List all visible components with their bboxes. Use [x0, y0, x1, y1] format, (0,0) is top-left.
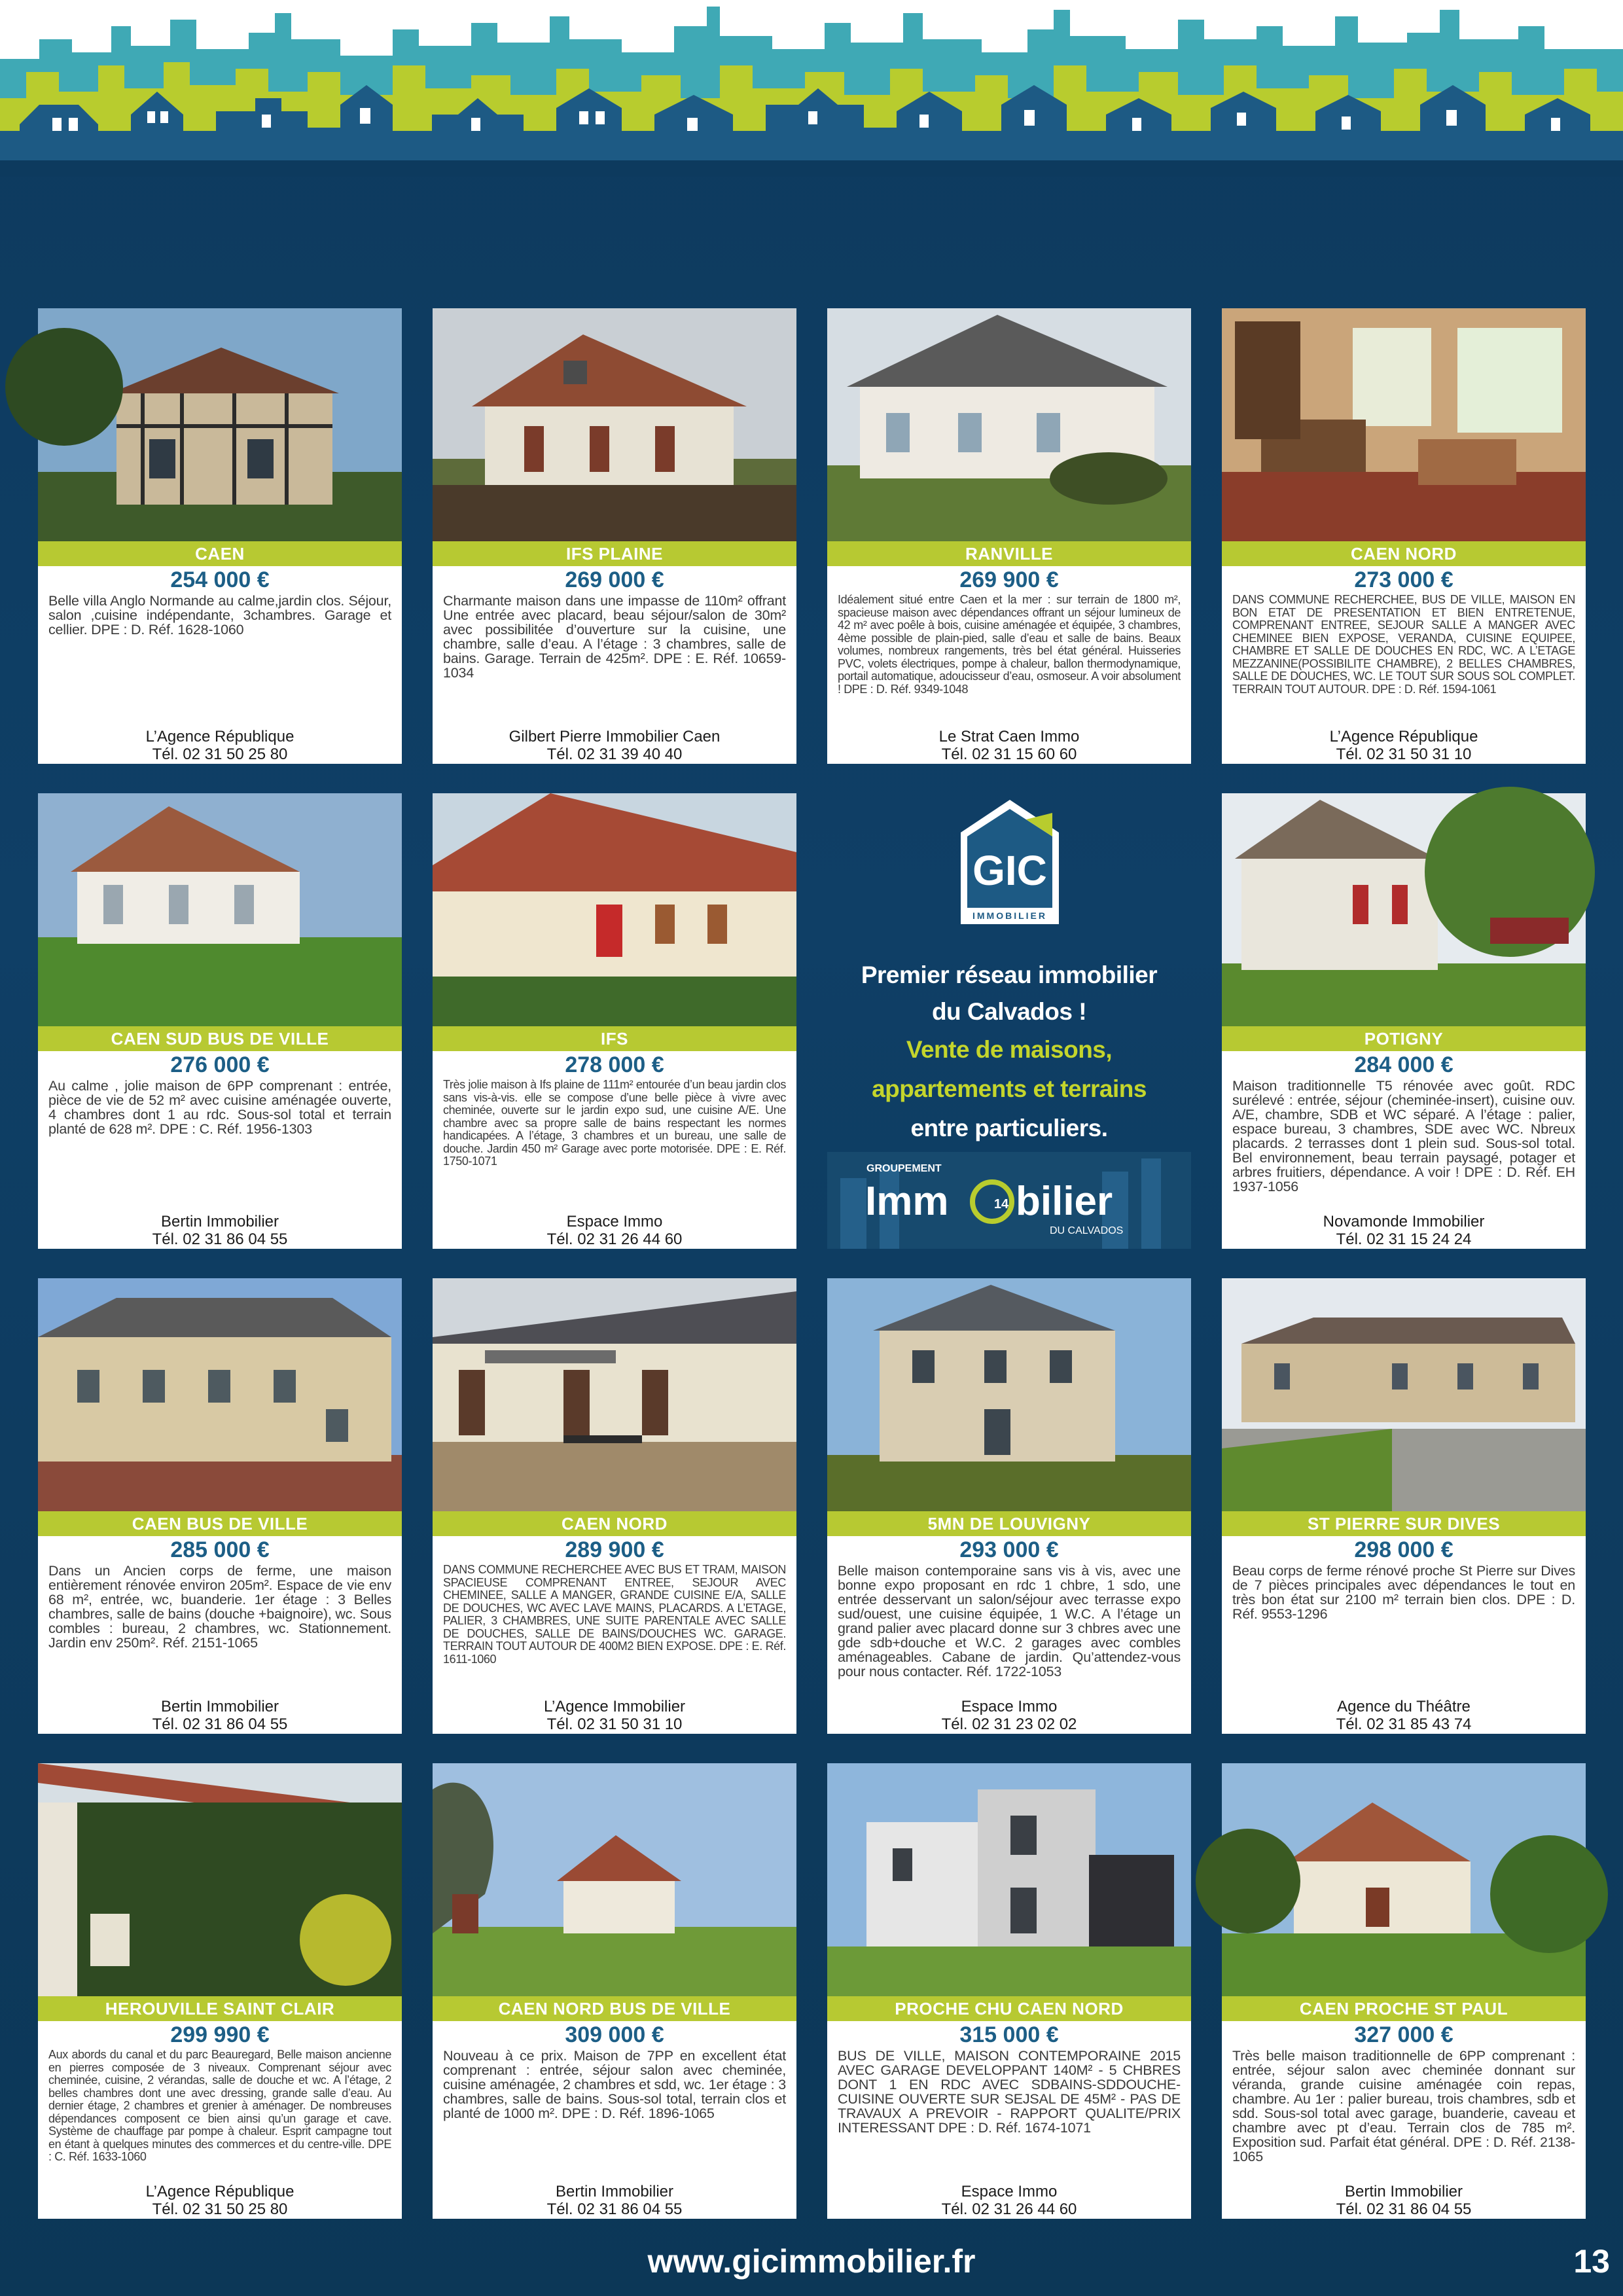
listing-agency: Novamonde Immobilier	[1323, 1213, 1485, 1230]
listing-town: CAEN BUS DE VILLE	[38, 1511, 402, 1536]
listing-agency: Espace Immo	[961, 2183, 1058, 2200]
listing-town: IFS	[433, 1026, 796, 1051]
listing-card[interactable]	[38, 793, 402, 1249]
listing-town: 5MN DE LOUVIGNY	[827, 1511, 1191, 1536]
logo-letters: GIC	[972, 847, 1047, 894]
tagline-line-4: appartements et terrains	[872, 1075, 1147, 1102]
listing-phone: Tél. 02 31 86 04 55	[1336, 2200, 1472, 2218]
listing-card[interactable]	[433, 1763, 796, 2219]
listing-town: CAEN NORD	[433, 1511, 796, 1536]
listing-town: RANVILLE	[827, 541, 1191, 566]
skyline-banner	[0, 0, 1623, 177]
property-photo	[1222, 793, 1586, 1026]
listing-phone: Tél. 02 31 39 40 40	[546, 745, 683, 763]
listing-card[interactable]	[1222, 308, 1586, 764]
network-badge: 14	[993, 1197, 1009, 1211]
listing-price: 273 000 €	[1354, 567, 1454, 592]
network-small: GROUPEMENT	[866, 1163, 942, 1174]
listing-price: 284 000 €	[1354, 1052, 1454, 1077]
listing-phone: Tél. 02 31 23 02 02	[941, 1715, 1077, 1733]
listing-town: IFS PLAINE	[433, 541, 796, 566]
listing-price: 299 990 €	[170, 2022, 270, 2047]
listing-card[interactable]	[38, 1763, 402, 2219]
listing-price: 269 000 €	[565, 567, 664, 592]
listing-phone: Tél. 02 31 86 04 55	[546, 2200, 683, 2218]
property-photo	[433, 1278, 796, 1511]
listing-card[interactable]	[1222, 1763, 1586, 2219]
listing-town: POTIGNY	[1222, 1026, 1586, 1051]
tagline-primary	[827, 957, 1191, 1030]
listing-agency: L’Agence République	[145, 2183, 294, 2200]
listing-price: 293 000 €	[959, 1537, 1059, 1562]
listing-price: 289 900 €	[565, 1537, 664, 1562]
property-photo	[38, 308, 402, 541]
listing-description: Très belle maison traditionnelle de 6PP comprenant : entrée, séjour salon avec cheminée donnant sur véranda, grande cuisine aménagée coin repas, chambre. Au 1er : palier bureau, trois chambres, sdb et sdd. Sous-sol total avec garage, buanderie, caveau et chambre avec pt d’eau. Terrain clos de 785 m². Exposition sud. Parfait état général. DPE : D. Réf. 2138-1065	[1232, 2048, 1575, 2164]
listing-agency: Agence du Théâtre	[1337, 1698, 1471, 1715]
tagline-secondary	[827, 1030, 1191, 1148]
property-photo	[1222, 1278, 1586, 1511]
listing-description: Nouveau à ce prix. Maison de 7PP en excellent état comprenant : entrée, séjour salon avec cheminée, cuisine aménagée, 2 chambres et sdd, wc. 1er étage : 3 chambres, salle de bains. Sous-sol total, terrain clos et planté de 1000 m². DPE : D. Réf. 1896-1065	[443, 2048, 786, 2121]
property-photo	[827, 308, 1191, 541]
listing-phone: Tél. 02 31 50 31 10	[546, 1715, 683, 1733]
listing-agency: Bertin Immobilier	[555, 2183, 674, 2200]
listing-agency: L’Agence République	[1329, 728, 1478, 745]
listing-town: ST PIERRE SUR DIVES	[1222, 1511, 1586, 1536]
listing-town: PROCHE CHU CAEN NORD	[827, 1996, 1191, 2021]
listing-description: Idéalement situé entre Caen et la mer : sur terrain de 1800 m², spacieuse maison avec dépendances offrant un séjour lumineux de 42 m² avec poêle à bois, cuisine aménagée et équipée, 3 chambres, 4ème possible de plain-pied, salle d’eau et salle de bains. Beaux volumes, nombreux rangements, très bel état général. Huisseries PVC, volets électriques, pompe à chaleur, ballon thermodynamique, portail automatique, adoucisseur d’eau, osmoseur. A voir absolument ! DPE : D. Réf. 9349-1048	[838, 593, 1181, 696]
listing-agency: Le Strat Caen Immo	[938, 728, 1080, 745]
listing-phone: Tél. 02 31 50 31 10	[1336, 745, 1472, 763]
listing-description: Très jolie maison à Ifs plaine de 111m² entourée d’un beau jardin clos sans vis-à-vis. elle se compose d’une belle pièce à vivre avec cheminée, ouverte sur le jardin expo sud, une cuisine A/E. Une chambre avec sa propre salle de bains respectant les normes handicapées. A l’étage, 3 chambres et un bureau, une salle de douche. Jardin 450 m² Garage avec porte motorisée. DPE : E. Réf. 1750-1071	[443, 1078, 786, 1168]
listing-phone: Tél. 02 31 15 60 60	[941, 745, 1077, 763]
listing-agency: Espace Immo	[566, 1213, 663, 1230]
property-photo	[1222, 1763, 1586, 1996]
listing-card[interactable]	[38, 1278, 402, 1734]
listing-card[interactable]	[433, 793, 796, 1249]
listing-town: CAEN NORD BUS DE VILLE	[433, 1996, 796, 2021]
listing-description: Beau corps de ferme rénové proche St Pierre sur Dives de 7 pièces principales avec dépendances le tout en très bon état sur 2100 m² terrain bien clos. DPE : D. Réf. 9553-1296	[1232, 1563, 1575, 1622]
listing-agency: Bertin Immobilier	[160, 1213, 279, 1230]
property-photo	[38, 1763, 402, 1996]
listing-town: CAEN SUD BUS DE VILLE	[38, 1026, 402, 1051]
listing-description: Belle villa Anglo Normande au calme,jardin clos. Séjour, salon ,cuisine indépendante, 3chambres. Garage et cellier. DPE : D. Réf. 1628-1060	[48, 593, 391, 637]
listing-card[interactable]	[38, 308, 402, 764]
listing-price: 309 000 €	[565, 2022, 664, 2047]
property-photo	[38, 793, 402, 1026]
listing-price: 285 000 €	[170, 1537, 270, 1562]
listing-town: CAEN NORD	[1222, 541, 1586, 566]
promo-block	[827, 793, 1191, 1249]
listing-price: 276 000 €	[170, 1052, 270, 1077]
listing-agency: L’Agence République	[145, 728, 294, 745]
listing-description: DANS COMMUNE RECHERCHEE AVEC BUS ET TRAM, MAISON SPACIEUSE COMPRENANT ENTREE, SEJOUR AVEC CHEMINEE, SALLE A MANGER, GRANDE CUISINE E/A, SALLE DE DOUCHES, WC AVEC LAVE MAINS, PLACARDS. A L’ETAGE, PALIER, 3 CHAMBRES, UNE SUITE PARENTALE AVEC SALLE DE DOUCHES, SALLE DE BAINS/DOUCHES WC. GARAGE. TERRAIN TOUT AUTOUR DE 400M2 BIEN EXPOSE. DPE : E. Réf. 1611-1060	[443, 1563, 786, 1666]
network-name-a: Imm	[865, 1179, 949, 1224]
listing-price: 269 900 €	[959, 567, 1059, 592]
listing-agency: L’Agence Immobilier	[543, 1698, 686, 1715]
property-photo	[827, 1278, 1191, 1511]
listing-town: HEROUVILLE SAINT CLAIR	[38, 1996, 402, 2021]
listing-agency: Bertin Immobilier	[1344, 2183, 1463, 2200]
listing-price: 254 000 €	[170, 567, 270, 592]
property-photo	[1222, 308, 1586, 541]
logo-subtitle: IMMOBILIER	[972, 910, 1047, 921]
listing-description: BUS DE VILLE, MAISON CONTEMPORAINE 2015 AVEC GARAGE DEVELOPPANT 140M² - 5 CHBRES DONT 1 EN RDC AVEC SDBAINS-SDDOUCHE- CUISINE OUVERTE SUR SEJSAL DE 45M² - PAS DE TRAVAUX A PREVOIR - RAPPORT QUALITE/PRIX INTERESSANT DPE : D. Réf. 1674-1071	[838, 2048, 1181, 2136]
listing-price: 315 000 €	[959, 2022, 1059, 2047]
listing-agency: Bertin Immobilier	[160, 1698, 279, 1715]
listing-phone: Tél. 02 31 86 04 55	[152, 1715, 288, 1733]
property-photo	[827, 1763, 1191, 1996]
listing-description: Aux abords du canal et du parc Beauregard, Belle maison ancienne en pierres composée de 3 niveaux. Comprenant séjour avec cheminée, cuisine, 2 vérandas, salle de douche et wc. A l’étage, 2 belles chambres dont une avec dressing, grande salle d’eau. Au dernier étage, 2 chambres et grenier à aménager. De nombreuses dépendances composent ce bien ainsi qu’un garage et cave. Système de chauffage par pompe à chaleur. Esprit campagne tout en étant à quelques minutes des commerces et du centre-ville. DPE : C. Réf. 1633-1060	[48, 2048, 391, 2163]
listing-town: CAEN	[38, 541, 402, 566]
listing-card[interactable]	[827, 1763, 1191, 2219]
network-region: DU CALVADOS	[1050, 1225, 1124, 1236]
listing-agency: Gilbert Pierre Immobilier Caen	[508, 728, 721, 745]
listing-description: Belle maison contemporaine sans vis à vis, avec une bonne expo proposant en rdc 1 chbre, 1 sdo, une entrée desservant un salon/séjour avec terrasse expo sud/ouest, une cuisine équipée, 1 W.C. A l’étage un grand palier avec placard donne sur 3 chbres avec une gde sdb+douche et W.C. 2 garages avec combles aménageables. Cabane de jardin. Qu’attendez-vous pour nous contacter. Réf. 1722-1053	[838, 1563, 1181, 1679]
tagline-line-1: Premier réseau immobilier	[861, 961, 1158, 988]
network-name-b: bilier	[1016, 1179, 1113, 1224]
listing-description: DANS COMMUNE RECHERCHEE, BUS DE VILLE, MAISON EN BON ETAT DE PRESENTATION ET BIEN ENTRETENUE, COMPRENANT ENTREE, SEJOUR SALLE A MANGER AVEC CHEMINEE BIEN EXPOSE, VERANDA, CUISINE EQUIPEE, CHAMBRE ET SALLE DE DOUCHES EN RDC, WC. A L’ETAGE MEZZANINE(POSSIBILITE CHAMBRE), 2 BELLES CHAMBRES, SALLE DE DOUCHES, WC. LE TOUT SUR SOUS SOL COMPLET. TERRAIN TOUT AUTOUR. DPE : D. Réf. 1594-1061	[1232, 593, 1575, 696]
listing-phone: Tél. 02 31 26 44 60	[941, 2200, 1077, 2218]
listing-phone: Tél. 02 31 86 04 55	[152, 1230, 288, 1248]
listing-card[interactable]	[1222, 793, 1586, 1249]
tagline-line-2: du Calvados !	[931, 998, 1087, 1025]
tagline-line-3: Vente de maisons,	[906, 1036, 1113, 1063]
listing-card[interactable]	[433, 1278, 796, 1734]
listing-description: Au calme , jolie maison de 6PP comprenant : entrée, pièce de vie de 52 m² avec cuisine aménagée ouverte, 4 chambres dont 1 au rdc. Sous-sol total et terrain planté de 628 m². DPE : C. Réf. 1956-1303	[48, 1078, 391, 1137]
listing-town: CAEN PROCHE ST PAUL	[1222, 1996, 1586, 2021]
listing-card[interactable]	[433, 308, 796, 764]
listing-description: Maison traditionnelle T5 rénovée avec goût. RDC surélevé : entrée, séjour (cheminée-insert), cuisine ouv. A/E, chambre, SDB et WC séparé. A l’étage : palier, espace bureau, 3 chambres, SDE avec WC. Nbreux placards. 2 terrasses dont 1 plein sud. Sous-sol total. Bel environnement, beau terrain paysagé, potager et arbres fruitiers, dépendance. A voir ! DPE : D. Réf. EH 1937-1056	[1232, 1078, 1575, 1194]
listing-price: 327 000 €	[1354, 2022, 1454, 2047]
listing-price: 278 000 €	[565, 1052, 664, 1077]
listing-description: Dans un Ancien corps de ferme, une maison entièrement rénovée environ 205m². Espace de vie env 68 m², entrée, wc, buanderie. 1er étage : 3 Belles chambres, salle de bains (douche +baignoire), wc. Sous combles : bureau, 2 chambres, wc. Stationnement. Jardin env 250m². Réf. 2151-1065	[48, 1563, 392, 1651]
property-photo	[38, 1278, 402, 1511]
listing-price: 298 000 €	[1354, 1537, 1454, 1562]
gic-logo	[948, 793, 1072, 931]
listing-phone: Tél. 02 31 26 44 60	[546, 1230, 683, 1248]
listing-card[interactable]	[827, 1278, 1191, 1734]
website-link[interactable]: www.gicimmobilier.fr	[647, 2243, 976, 2280]
network-logo	[827, 1152, 1191, 1249]
listing-phone: Tél. 02 31 15 24 24	[1336, 1230, 1472, 1248]
listing-card[interactable]	[1222, 1278, 1586, 1734]
listing-description: Charmante maison dans une impasse de 110m² offrant Une entrée avec placard, beau séjour/salon de 30m² avec possibilitée d’ouverture sur la cuisine, une chambre, salle d’eau. A l’étage : 3 chambres, salle de bains. Garage. Terrain de 425m². DPE : E. Réf. 10659-1034	[443, 593, 786, 681]
listing-phone: Tél. 02 31 85 43 74	[1336, 1715, 1472, 1733]
property-photo	[433, 308, 796, 541]
property-photo	[433, 793, 796, 1026]
listing-agency: Espace Immo	[961, 1698, 1058, 1715]
listing-phone: Tél. 02 31 50 25 80	[152, 745, 288, 763]
page-number: 13	[1573, 2243, 1610, 2280]
tagline-line-5: entre particuliers.	[910, 1115, 1108, 1141]
listing-card[interactable]	[827, 308, 1191, 764]
property-photo	[433, 1763, 796, 1996]
listing-phone: Tél. 02 31 50 25 80	[152, 2200, 288, 2218]
